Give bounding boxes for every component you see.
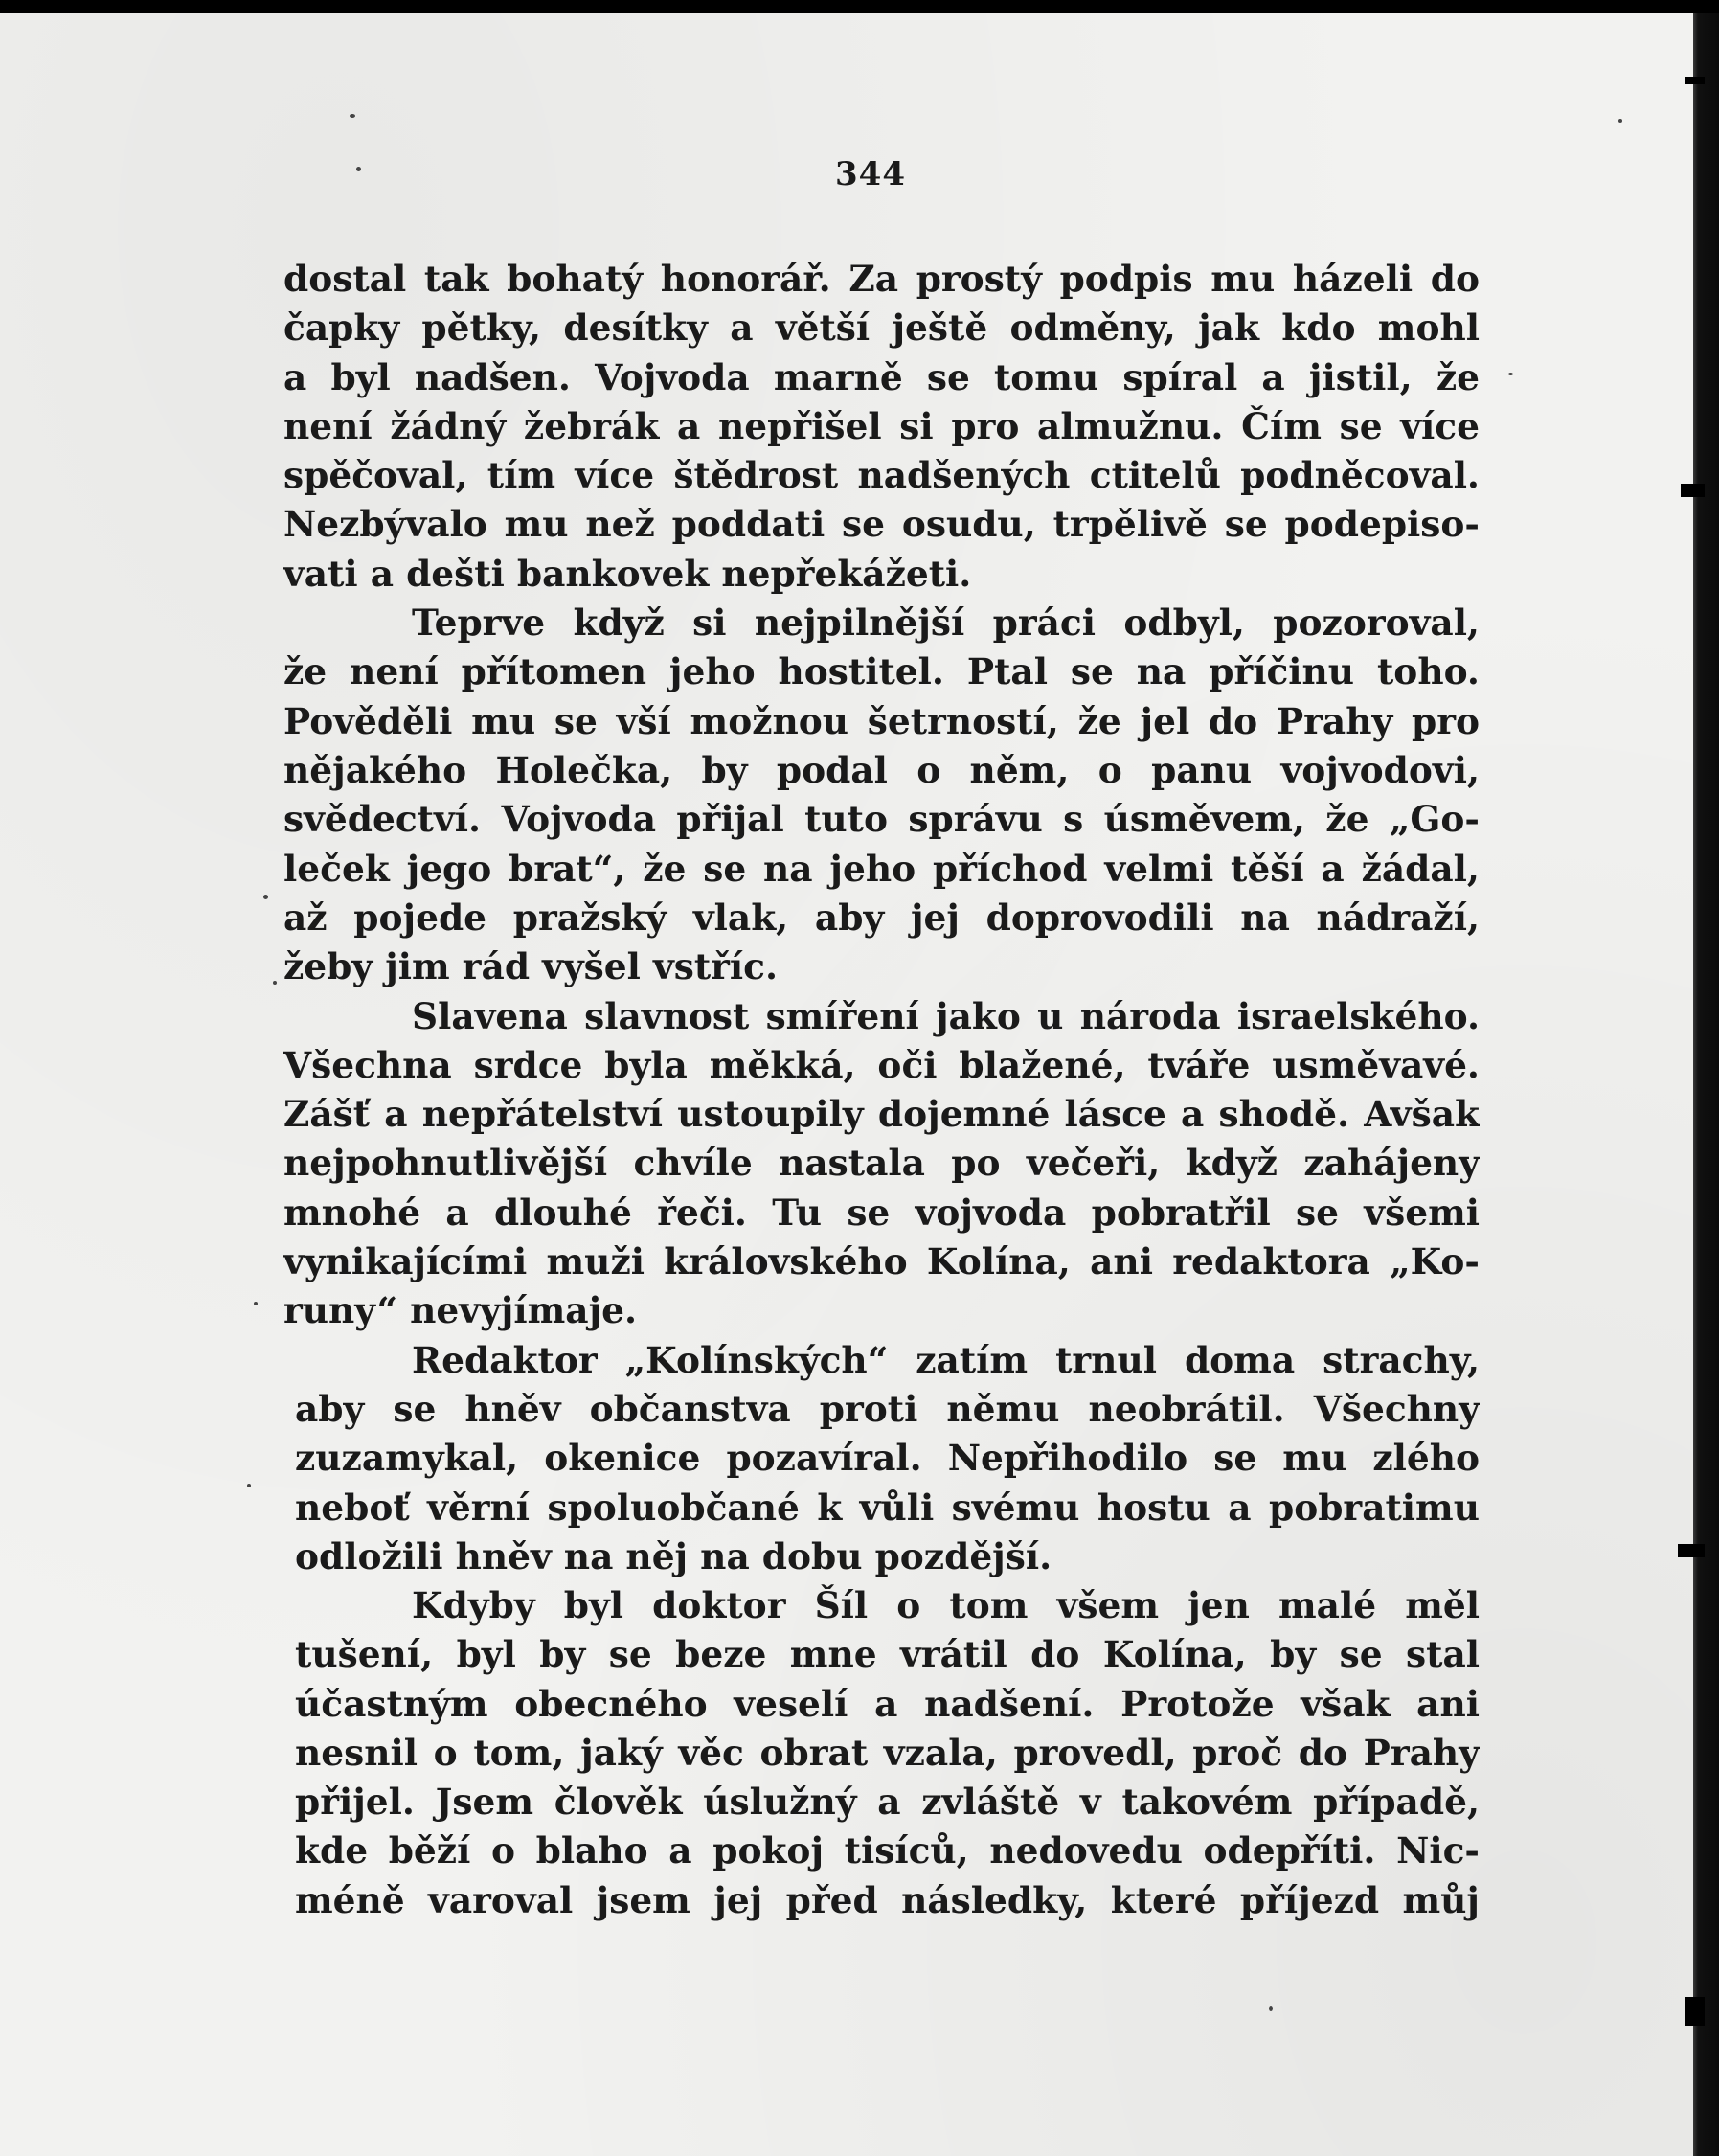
text-line: a byl nadšen. Vojvoda marně se tomu spíral a jistil, že <box>283 356 1480 398</box>
text-line: vati a dešti bankovek nepřekážeti. <box>283 553 972 595</box>
text-line: svědectví. Vojvoda přijal tuto správu s úsměvem, že „Go- <box>283 798 1480 840</box>
scan-right-edge <box>1693 13 1719 2156</box>
scan-speck <box>273 981 277 985</box>
text-line: Redaktor „Kolínských“ zatím trnul doma strachy, <box>412 1339 1480 1381</box>
text-line: nějakého Holečka, by podal o něm, o panu vojvodovi, <box>283 749 1480 791</box>
text-line: odložili hněv na něj na dobu pozdější. <box>295 1535 1052 1577</box>
scan-edge-mark <box>1685 1997 1705 2026</box>
scan-speck <box>254 1302 258 1305</box>
scan-speck <box>1508 373 1513 375</box>
text-line: runy“ nevyjímaje. <box>283 1289 638 1331</box>
text-line: spěčoval, tím více štědrost nadšených ctitelů podněcoval. <box>283 454 1480 496</box>
text-line: mnohé a dlouhé řeči. Tu se vojvoda pobratřil se všemi <box>283 1191 1480 1234</box>
text-line: dostal tak bohatý honorář. Za prostý podpis mu házeli do <box>283 258 1480 300</box>
text-line: leček jego brat“, že se na jeho příchod velmi těší a žádal, <box>283 848 1480 890</box>
text-line: žeby jim rád vyšel vstříc. <box>283 945 779 987</box>
text-line: přijel. Jsem člověk úslužný a zvláště v takovém případě, <box>295 1781 1480 1823</box>
scan-edge-mark <box>1685 77 1705 84</box>
scan-speck <box>247 1484 251 1487</box>
scan-speck <box>1269 2006 1273 2011</box>
scan-speck <box>350 114 355 118</box>
text-line: Všechna srdce byla měkká, oči blažené, tváře usměvavé. <box>283 1044 1480 1086</box>
text-line: až pojede pražský vlak, aby jej doprovodili na nádraží, <box>283 896 1480 939</box>
text-line: tušení, byl by se beze mne vrátil do Kolína, by se stal <box>295 1633 1480 1675</box>
text-line: nejpohnutlivější chvíle nastala po večeři, když zahájeny <box>283 1142 1480 1184</box>
scan-speck <box>263 895 268 899</box>
scan-edge-mark <box>1678 1544 1705 1557</box>
text-line: že není přítomen jeho hostitel. Ptal se na příčinu toho. <box>283 650 1480 692</box>
scan-speck <box>356 167 361 171</box>
text-line: aby se hněv občanstva proti němu neobrátil. Všechny <box>295 1388 1480 1430</box>
text-line: účastným obecného veselí a nadšení. Protože však ani <box>295 1683 1480 1725</box>
text-line: méně varoval jsem jej před následky, které příjezd můj <box>295 1879 1480 1921</box>
text-line: Zášť a nepřátelství ustoupily dojemné lásce a shodě. Avšak <box>283 1093 1480 1135</box>
text-line: zuzamykal, okenice pozavíral. Nepřihodilo se mu zlého <box>295 1437 1480 1479</box>
text-line: neboť věrní spoluobčané k vůli svému hostu a pobratimu <box>295 1487 1480 1529</box>
text-line: kde běží o blaho a pokoj tisíců, nedovedu odepříti. Nic- <box>295 1829 1480 1872</box>
body-text <box>0 13 1693 2156</box>
text-line: vynikajícími muži královského Kolína, ani redaktora „Ko- <box>283 1240 1480 1282</box>
text-line: nesnil o tom, jaký věc obrat vzala, provedl, proč do Prahy <box>295 1732 1480 1774</box>
text-line: Pověděli mu se vší možnou šetrností, že jel do Prahy pro <box>283 700 1480 742</box>
text-line: není žádný žebrák a nepřišel si pro almužnu. Čím se více <box>283 405 1480 447</box>
text-line: Slavena slavnost smíření jako u národa israelského. <box>412 995 1480 1037</box>
scan-speck <box>1618 119 1622 123</box>
text-line: Kdyby byl doktor Šíl o tom všem jen malé měl <box>412 1584 1480 1626</box>
page-number: 344 <box>835 155 906 193</box>
text-line: Nezbývalo mu než poddati se osudu, trpělivě se podepiso- <box>283 503 1480 545</box>
page-sheet <box>0 13 1693 2156</box>
text-line: čapky pětky, desítky a větší ještě odměny, jak kdo mohl <box>283 306 1480 349</box>
scan-edge-mark <box>1681 484 1705 497</box>
text-line: Teprve když si nejpilnější práci odbyl, pozoroval, <box>412 601 1480 644</box>
